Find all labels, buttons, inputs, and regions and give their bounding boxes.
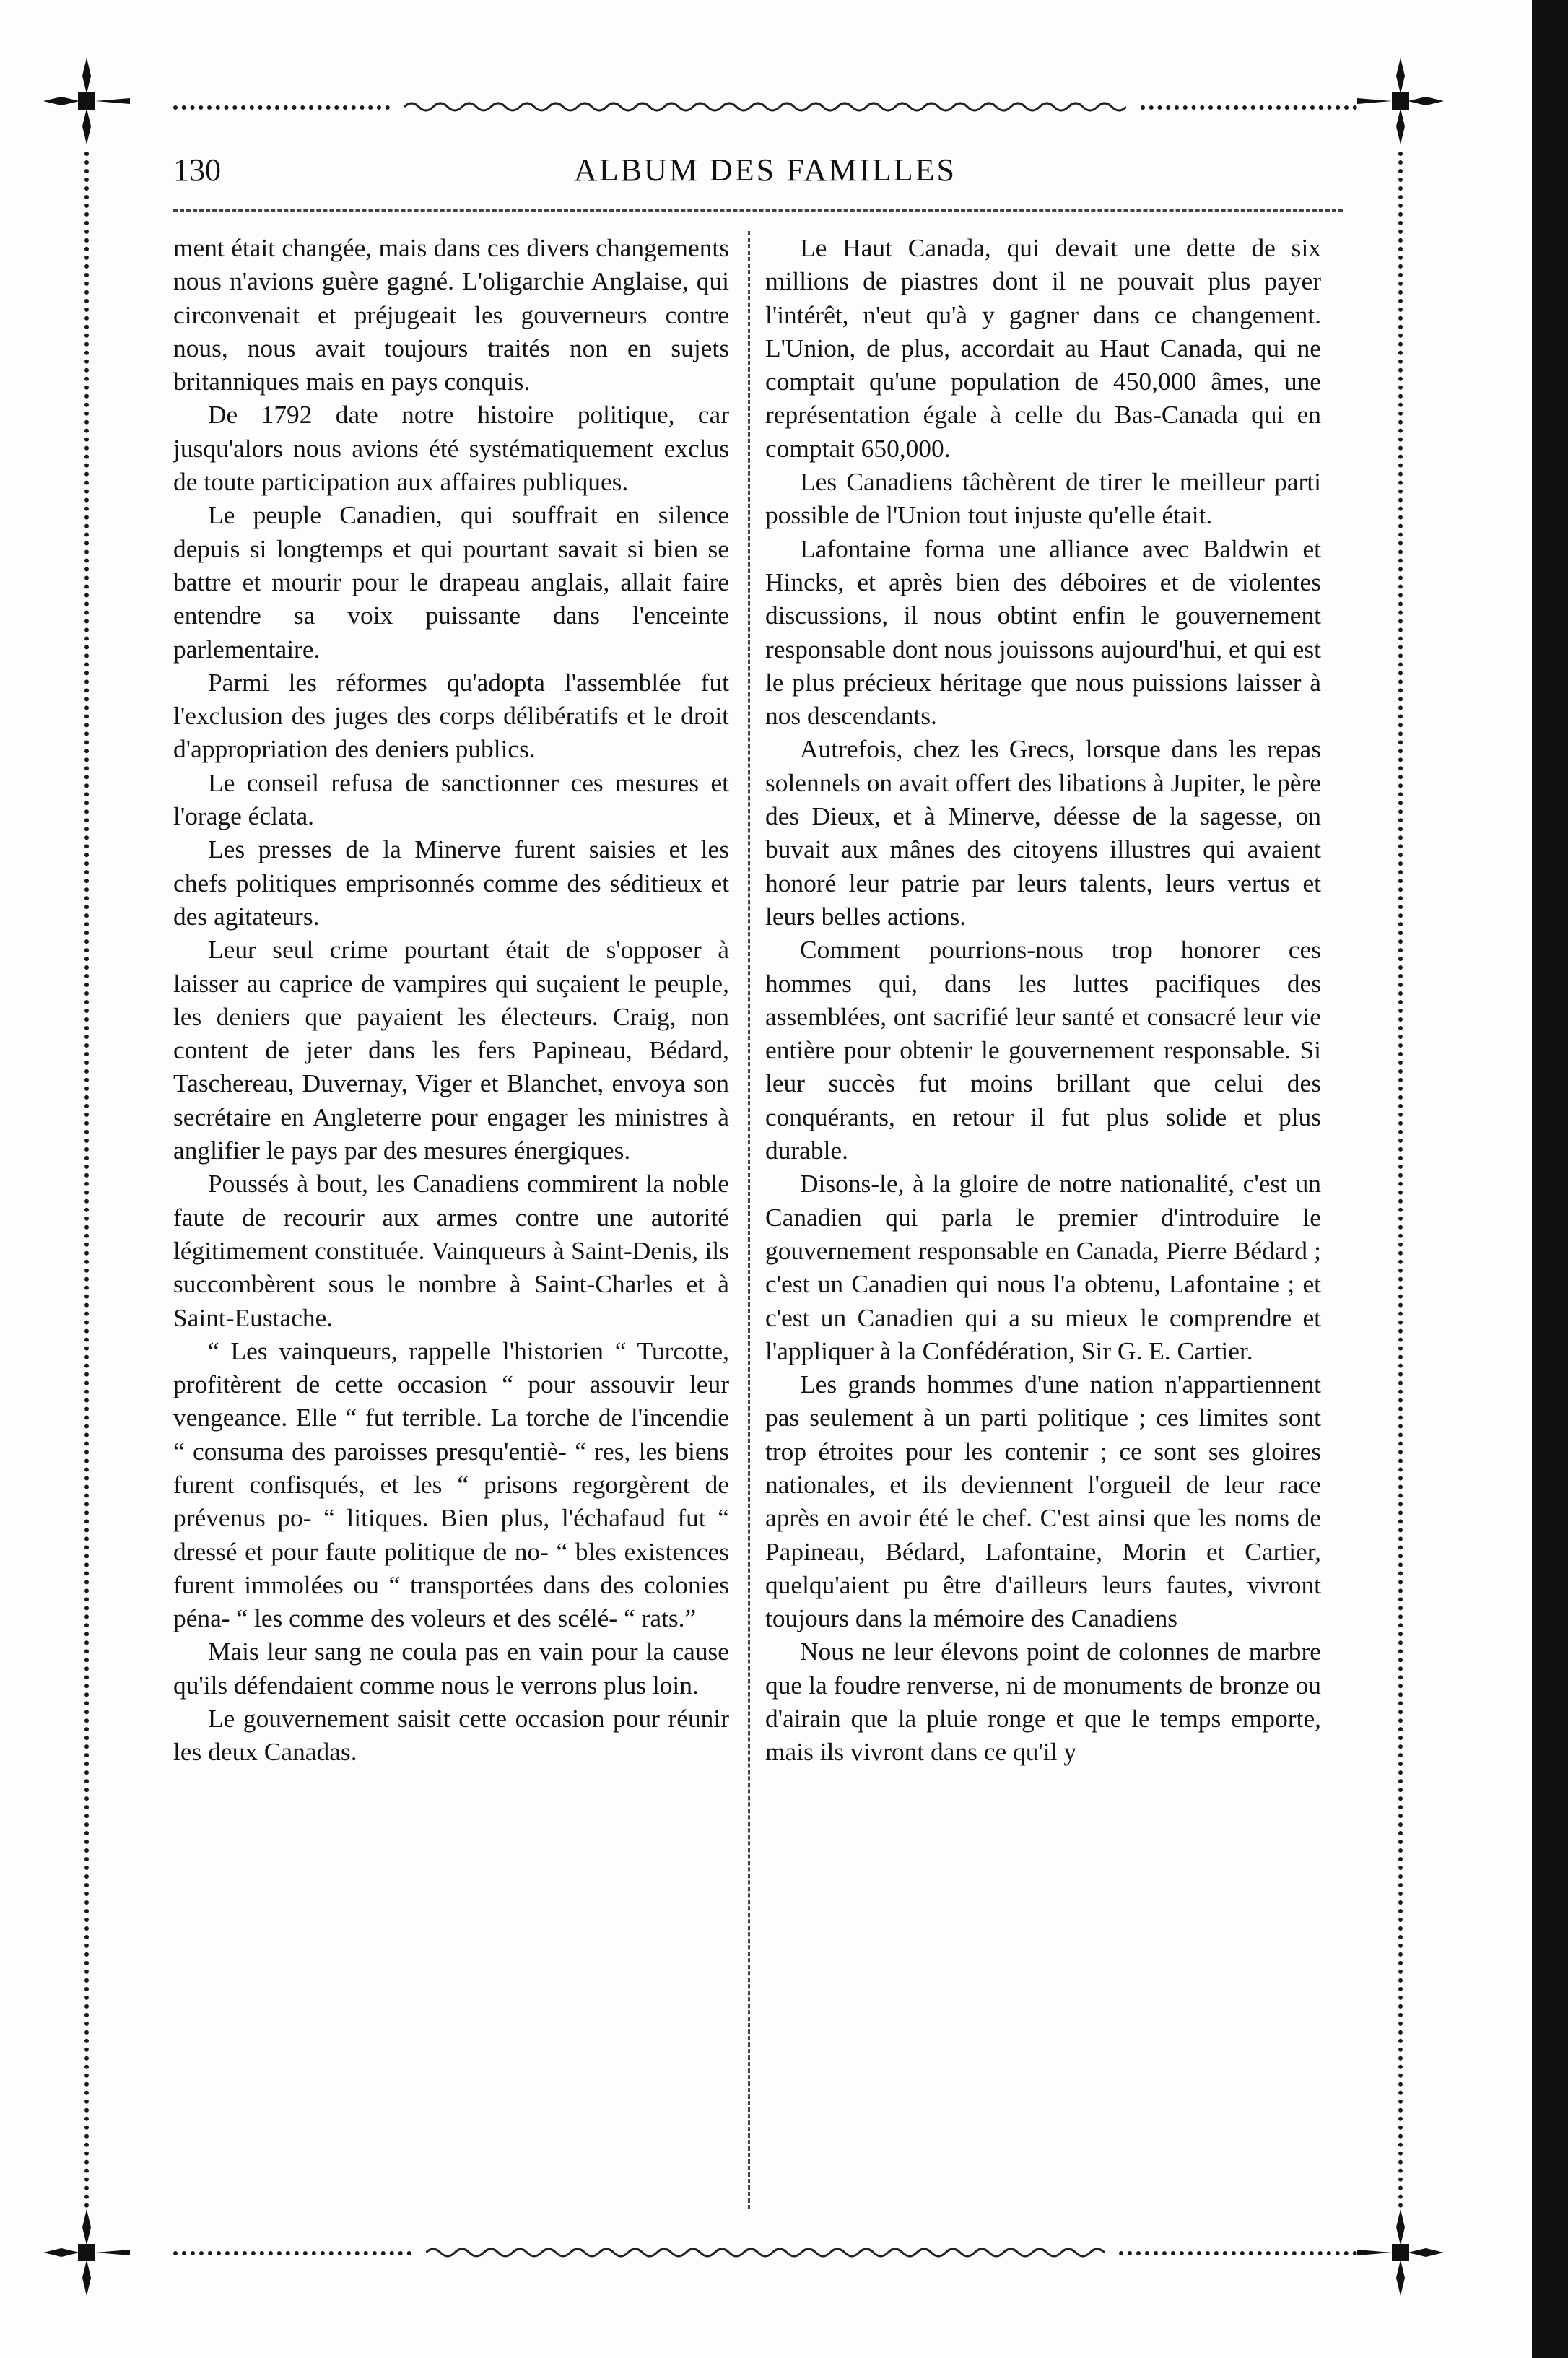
running-head xyxy=(173,152,1357,202)
bottom-border-dotted-right xyxy=(1119,2251,1357,2255)
paragraph: Les presses de la Minerve furent saisies et les chefs politiques emprisonnés comme des séditieux et des agitateurs. xyxy=(173,835,729,931)
bottom-right-ornament-icon xyxy=(1357,2209,1444,2296)
header-rule xyxy=(173,209,1343,212)
paragraph: De 1792 date notre histoire politique, car jusqu'alors nous avions été systématiquement exclus de toute participation aux affaires publiques. xyxy=(173,400,729,497)
paragraph: Le Haut Canada, qui devait une dette de six millions de piastres dont il ne pouvait plus payer l'intérêt, n'eut qu'à y gagner dans ce changement. L'Union, de plus, accordait au Haut Canada, qui ne comptait qu'une population de 450,000 âmes, une représentation égale à celle du Bas-Canada qui en comptait 650,000. xyxy=(765,233,1321,463)
paragraph: Le peuple Canadien, qui souffrait en silence depuis si longtemps et qui pourtant savait si bien se battre et mourir pour le drapeau anglais, allait faire entendre sa voix puissante dans l'enceinte parlementaire. xyxy=(173,500,729,664)
paragraph: Le conseil refusa de sanctionner ces mesures et l'orage éclata. xyxy=(173,767,729,831)
paragraph: Nous ne leur élevons point de colonnes de marbre que la foudre renverse, ni de monuments de bronze ou d'airain que la pluie ronge et que le temps emporte, mais ils vivront dans ce qu'il y xyxy=(765,1637,1321,1767)
left-column xyxy=(173,231,729,1769)
paragraph: Disons-le, à la gloire de notre nationalité, c'est un Canadien qui parla le premier d'introduire le gouvernement responsable en Canada, Pierre Bédard ; c'est un Canadien qui nous l'a obtenu, Lafontaine ; et c'est un Canadien qui a su mieux le comprendre et l'appliquer à la Confédération, Sir G. E. Cartier. xyxy=(765,1169,1321,1365)
scan-edge-bar xyxy=(1532,0,1568,2358)
paragraph-quotation: “ Les vainqueurs, rappelle l'historien “ Turcotte, profitèrent de cette occasion “ pour assouvir leur vengeance. Elle “ fut terrible. La torche de l'incendie “ consuma des paroisses presqu'entiè- “ res, les biens furent confisqués, et les “ prisons regorgèrent de prévenus po- “ litiques. Bien plus, l'échafaud fut “ dressé et pour faute politique de no- “ bles existences furent immolées ou “ transportées dans des colonies péna- “ les comme des voleurs et des scélé- “ rats.” xyxy=(173,1336,729,1633)
paragraph: Leur seul crime pourtant était de s'opposer à laisser au caprice de vampires qui suçaient le peuple, les deniers que payaient les électeurs. Craig, non content de jeter dans les fers Papineau, Bédard, Taschereau, Duvernay, Viger et Blanchet, envoya son secrétaire en Angleterre pour engager les ministres à anglifier le pays par des mesures énergiques. xyxy=(173,935,729,1165)
top-left-ornament-icon xyxy=(43,58,130,144)
top-border-dotted-right xyxy=(1141,105,1357,110)
right-column xyxy=(765,231,1321,1769)
running-title: ALBUM DES FAMILLES xyxy=(574,152,957,188)
paragraph: Parmi les réformes qu'adopta l'assemblée fut l'exclusion des juges des corps délibératifs et le droit d'appropriation des deniers publics. xyxy=(173,667,729,764)
top-right-ornament-icon xyxy=(1357,58,1444,144)
bottom-border-wavy xyxy=(426,2244,1105,2261)
paragraph: Les grands hommes d'une nation n'appartiennent pas seulement à un parti politique ; ces limites sont trop étroites pour les contenir ; ce sont ses gloires nationales, et ils deviennent l'orgueil de leur race après en avoir été le chef. C'est ainsi que les noms de Papineau, Bédard, Lafontaine, Morin et Cartier, quelqu'aient pu être d'ailleurs leurs fautes, vivront toujours dans la mémoire des Canadiens xyxy=(765,1370,1321,1633)
paragraph: Autrefois, chez les Grecs, lorsque dans les repas solennels on avait offert des libations à Jupiter, le père des Dieux, et à Minerve, déesse de la sagesse, on buvait aux mânes des citoyens illustres qui avaient honoré leur patrie par leurs talents, leurs vertus et leurs belles actions. xyxy=(765,734,1321,931)
column-divider xyxy=(748,231,750,2209)
left-border-dotted xyxy=(84,152,89,2209)
page-number: 130 xyxy=(173,152,221,188)
right-border-dotted xyxy=(1398,152,1403,2209)
top-border-dotted-left xyxy=(173,105,390,110)
paragraph: Mais leur sang ne coula pas en vain pour la cause qu'ils défendaient comme nous le verrons plus loin. xyxy=(173,1637,729,1700)
bottom-left-ornament-icon xyxy=(43,2209,130,2296)
paragraph: Poussés à bout, les Canadiens commirent la noble faute de recourir aux armes contre une autorité légitimement constituée. Vainqueurs à Saint-Denis, ils succombèrent sous le nombre à Saint-Charles et à Saint-Eustache. xyxy=(173,1169,729,1332)
paragraph: Lafontaine forma une alliance avec Baldwin et Hincks, et après bien des déboires et de violentes discussions, il nous obtint enfin le gouvernement responsable dont nous jouissons aujourd'hui, et qui est le plus précieux héritage que nous puissions laisser à nos descendants. xyxy=(765,534,1321,731)
bottom-border-dotted-left xyxy=(173,2251,411,2255)
top-border-wavy xyxy=(404,98,1126,116)
paragraph: Comment pourrions-nous trop honorer ces hommes qui, dans les luttes pacifiques des assemblées, ont sacrifié leur santé et consacré leur vie entière pour obtenir le gouvernement responsable. Si leur succès fut moins brillant que celui des conquérants, en retour il fut plus solide et plus durable. xyxy=(765,935,1321,1165)
paragraph: ment était changée, mais dans ces divers changements nous n'avions guère gagné. L'oligarchie Anglaise, qui circonvenait et préjugeait les gouverneurs contre nous, nous avait toujours traités non en sujets britanniques mais en pays conquis. xyxy=(173,233,729,396)
paragraph: Le gouvernement saisit cette occasion pour réunir les deux Canadas. xyxy=(173,1704,729,1767)
paragraph: Les Canadiens tâchèrent de tirer le meilleur parti possible de l'Union tout injuste qu'elle était. xyxy=(765,467,1321,530)
